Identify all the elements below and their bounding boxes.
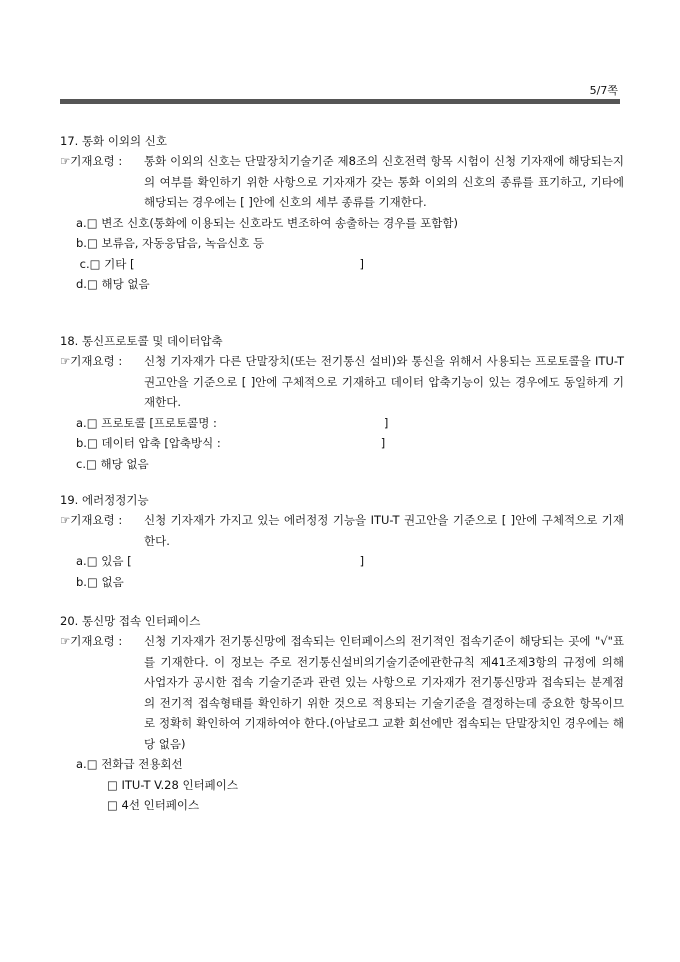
- option-b[interactable]: [60, 433, 624, 454]
- sub-option-v28[interactable]: □ ITU-T V.28 인터페이스: [107, 777, 239, 792]
- option-c[interactable]: [60, 254, 624, 275]
- section-title: 18. 통신프로토콜 및 데이터압축: [60, 334, 223, 348]
- section-title: 19. 에러정정기능: [60, 493, 149, 507]
- option-d[interactable]: d.□ 해당 없음: [76, 277, 150, 291]
- section-18: [60, 331, 624, 474]
- option-c-label: c.□ 기타 [: [79, 256, 135, 271]
- option-a[interactable]: a.□ 변조 신호(통화에 이용되는 신호라도 변조하여 송출하는 경우를 포함함): [76, 215, 458, 230]
- section-17: [60, 131, 624, 295]
- guide-label: ☞기재요령 :: [60, 154, 123, 168]
- section-title: 17. 통화 이외의 신호: [60, 134, 168, 148]
- writing-guide: [60, 351, 624, 413]
- guide-label: ☞기재요령 :: [60, 354, 123, 368]
- section-20: [60, 611, 624, 816]
- option-a-label: a.□ 프로토콜 [프로토콜명 :: [76, 415, 217, 430]
- option-b[interactable]: b.□ 보류음, 자동응답음, 녹음신호 등: [76, 236, 265, 250]
- guide-label: ☞기재요령 :: [60, 634, 123, 648]
- option-b-label: b.□ 데이터 압축 [압축방식 :: [76, 436, 221, 450]
- bracket-close: ]: [383, 415, 389, 430]
- guide-text: 신청 기자재가 가지고 있는 에러정정 기능을 ITU-T 권고안을 기준으로 [ ]안에 구체적으로 기재한다.: [144, 513, 624, 548]
- header-rule: [60, 99, 620, 104]
- writing-guide: [60, 151, 624, 213]
- bracket-close: ]: [359, 256, 365, 271]
- section-19: [60, 490, 624, 592]
- writing-guide: [60, 631, 624, 754]
- page-number: 5/7쪽: [589, 84, 618, 97]
- guide-text: 신청 기자재가 전기통신망에 접속되는 인터페이스의 전기적인 접속기준이 해당되는 곳에 "√"표를 기재한다. 이 정보는 주로 전기통신설비의기술기준에관한규칙 제41조제3항의 규정에 의해 사업자가 공시한 접속 기술기준과 관련 있는 사항으로 기자재가 전기통신망과 접속되는 분계점의 전기적 접속형태를 확인하기 위한 것으로 적용되는 기술기준을 결정하는데 중요한 항목이므로 정확히 확인하여 기재하여야 한다.(아날로그 교환 회선에만 접속되는 단말장치인 경우에는 해당 없음): [144, 634, 624, 751]
- option-c[interactable]: c.□ 해당 없음: [76, 456, 149, 471]
- guide-text: 통화 이외의 신호는 단말장치기술기준 제8조의 신호전력 항목 시험이 신청 기자재에 해당되는지의 여부를 확인하기 위한 사항으로 기자재가 갖는 통화 이외의 신호의 종류를 표기하고, 기타에 해당되는 경우에는 [ ]안에 신호의 세부 종류를 기재한다.: [144, 154, 624, 209]
- sub-option-4wire[interactable]: □ 4선 인터페이스: [107, 798, 200, 812]
- guide-label: ☞기재요령 :: [60, 513, 123, 527]
- option-a[interactable]: [60, 551, 624, 572]
- section-title: 20. 통신망 접속 인터페이스: [60, 614, 201, 628]
- option-a[interactable]: a.□ 전화급 전용회선: [76, 757, 183, 771]
- option-a[interactable]: [60, 413, 624, 434]
- bracket-close: ]: [359, 554, 365, 568]
- option-b[interactable]: b.□ 없음: [76, 574, 124, 589]
- bracket-close: ]: [380, 436, 386, 450]
- guide-text: 신청 기자재가 다른 단말장치(또는 전기통신 설비)와 통신을 위해서 사용되는 프로토콜을 ITU-T 권고안을 기준으로 [ ]안에 구체적으로 기재하고 데이터 압축기능이 있는 경우에도 동일하게 기재한다.: [144, 354, 624, 409]
- option-a-label: a.□ 있음 [: [76, 554, 132, 568]
- writing-guide: [60, 510, 624, 551]
